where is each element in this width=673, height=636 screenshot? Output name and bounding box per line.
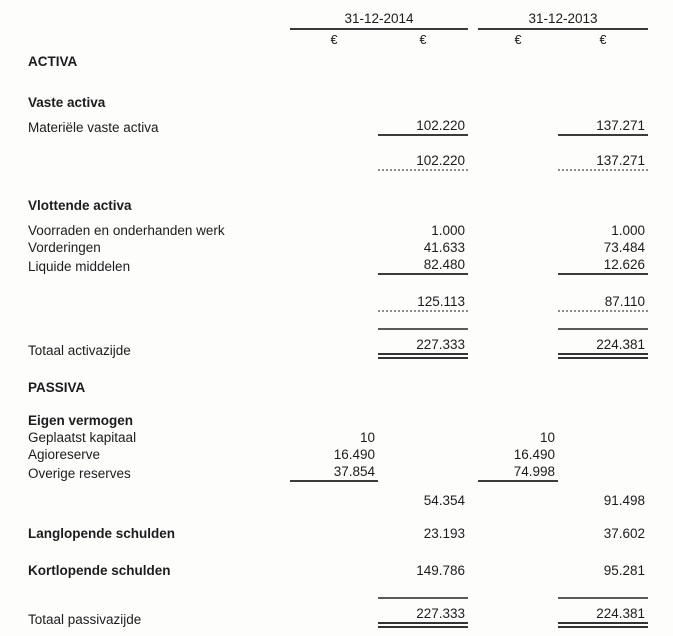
row-langlopende-schulden (0, 525, 673, 542)
row-label: Agioreserve (28, 447, 101, 462)
value-2013: 10 (539, 430, 555, 445)
row-subtotal-vaste-activa (0, 152, 673, 171)
value-2014: 23.193 (423, 526, 465, 541)
column-header-2013: 31-12-2013 (478, 10, 648, 30)
value-2013: 73.484 (603, 240, 645, 255)
row-geplaatst-kapitaal (0, 429, 673, 446)
row-section-passiva (0, 379, 673, 396)
subtotal-2014: 54.354 (423, 493, 465, 508)
row-subtotal-vlottende-activa (0, 293, 673, 312)
currency-symbol: € (330, 33, 338, 47)
column-header-2014: 31-12-2014 (290, 10, 468, 30)
row-totaal-passivazijde (0, 597, 673, 628)
row-liquide-middelen (0, 256, 673, 275)
value-2014: 16.490 (333, 447, 375, 462)
total-2013: 224.381 (558, 597, 648, 628)
row-label: Geplaatst kapitaal (28, 430, 137, 445)
value-2014: 149.786 (416, 563, 465, 578)
row-label: Vorderingen (28, 240, 101, 255)
row-vorderingen (0, 239, 673, 256)
value-2014: 10 (359, 430, 375, 445)
section-title-activa: ACTIVA (28, 54, 78, 69)
value-2013: 12.626 (558, 256, 648, 275)
column-header-row (0, 10, 673, 30)
row-label: Totaal passivazijde (28, 612, 142, 627)
value-2014: 41.633 (423, 240, 465, 255)
row-label: Kortlopende schulden (28, 563, 171, 578)
group-heading: Vaste activa (28, 95, 106, 110)
row-label: Materiële vaste activa (28, 120, 159, 135)
subtotal-2013: 91.498 (603, 493, 645, 508)
row-agioreserve (0, 446, 673, 463)
row-kortlopende-schulden (0, 562, 673, 579)
row-heading-eigen-vermogen (0, 412, 673, 429)
total-2014: 227.333 (378, 597, 468, 628)
currency-row (0, 32, 673, 49)
total-2013: 224.381 (558, 328, 648, 359)
subtotal-2013: 87.110 (558, 293, 648, 312)
currency-symbol: € (599, 33, 607, 47)
row-overige-reserves (0, 463, 673, 482)
row-label: Overige reserves (28, 466, 131, 481)
row-subtotal-eigen-vermogen (0, 492, 673, 509)
row-totaal-activazijde (0, 328, 673, 359)
value-2013: 1.000 (611, 223, 645, 238)
row-label: Langlopende schulden (28, 526, 176, 541)
row-heading-vaste-activa (0, 94, 673, 111)
value-2013: 37.602 (603, 526, 645, 541)
value-2013: 16.490 (513, 447, 555, 462)
currency-symbol: € (514, 33, 522, 47)
value-2013: 95.281 (603, 563, 645, 578)
section-title-passiva: PASSIVA (28, 380, 86, 395)
value-2014: 1.000 (431, 223, 465, 238)
currency-symbol: € (419, 33, 427, 47)
row-label: Liquide middelen (28, 259, 131, 274)
subtotal-2014: 125.113 (378, 293, 468, 312)
row-label: Voorraden en onderhanden werk (28, 223, 225, 238)
row-heading-vlottende-activa (0, 197, 673, 214)
row-section-activa (0, 53, 673, 70)
total-2014: 227.333 (378, 328, 468, 359)
value-2014: 82.480 (378, 256, 468, 275)
value-2013: 74.998 (478, 463, 558, 482)
group-heading: Vlottende activa (28, 198, 132, 213)
value-2014: 102.220 (378, 117, 468, 136)
row-label: Totaal activazijde (28, 343, 131, 358)
subtotal-2014: 102.220 (378, 152, 468, 171)
value-2014: 37.854 (290, 463, 378, 482)
row-voorraden (0, 222, 673, 239)
row-materiele-vaste-activa (0, 117, 673, 136)
subtotal-2013: 137.271 (558, 152, 648, 171)
value-2013: 137.271 (558, 117, 648, 136)
group-heading: Eigen vermogen (28, 413, 134, 428)
